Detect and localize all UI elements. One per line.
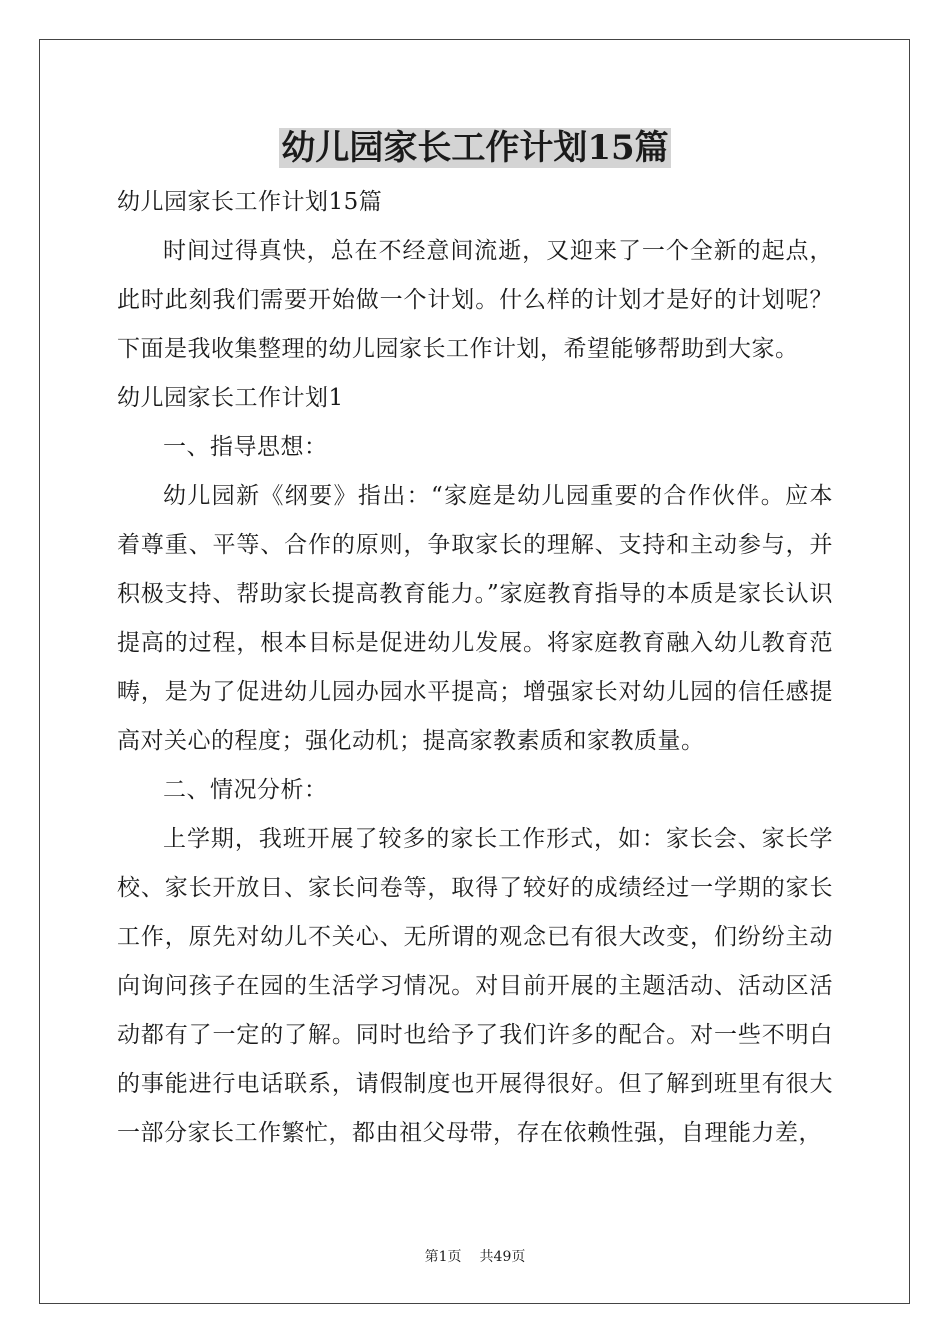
document-title (0, 126, 950, 170)
page-footer (0, 1248, 950, 1266)
subheading-situation-analysis: 二、情况分析： (163, 777, 328, 803)
section-heading: 幼儿园家长工作计划1 (117, 385, 344, 411)
document-title-text: 幼儿园家长工作计划15篇 (281, 128, 669, 168)
page-total: 共49页 (479, 1249, 526, 1265)
subheading-guiding-ideology: 一、指导思想： (163, 434, 328, 460)
page-number: 第1页 (424, 1249, 462, 1265)
document-body (117, 178, 833, 1158)
situation-analysis-paragraph: 上学期，我班开展了较多的家长工作形式，如：家长会、家长学校、家长开放日、家长问卷等，取得了较好的成绩经过一学期的家长工作，原先对幼儿不关心、无所谓的观念已有很大改变，们纷纷主动向询问孩子在园的生活学习情况。对目前开展的主题活动、活动区活动都有了一定的了解。同时也给予了我们许多的配合。对一些不明白的事能进行电话联系，请假制度也开展得很好。但了解到班里有很大一部分家长工作繁忙，都由祖父母带，存在依赖性强，自理能力差， (117, 826, 833, 1146)
guiding-ideology-paragraph: 幼儿园新《纲要》指出：“家庭是幼儿园重要的合作伙伴。应本着尊重、平等、合作的原则，争取家长的理解、支持和主动参与，并积极支持、帮助家长提高教育能力。”家庭教育指导的本质是家长认识提高的过程，根本目标是促进幼儿发展。将家庭教育融入幼儿教育范畴，是为了促进幼儿园办园水平提高；增强家长对幼儿园的信任感提高对关心的程度；强化动机；提高家教素质和家教质量。 (117, 483, 833, 754)
intro-paragraph: 时间过得真快，总在不经意间流逝，又迎来了一个全新的起点，此时此刻我们需要开始做一个计划。什么样的计划才是好的计划呢？下面是我收集整理的幼儿园家长工作计划，希望能够帮助到大家。 (117, 238, 833, 362)
subtitle-line: 幼儿园家长工作计划15篇 (117, 189, 383, 215)
